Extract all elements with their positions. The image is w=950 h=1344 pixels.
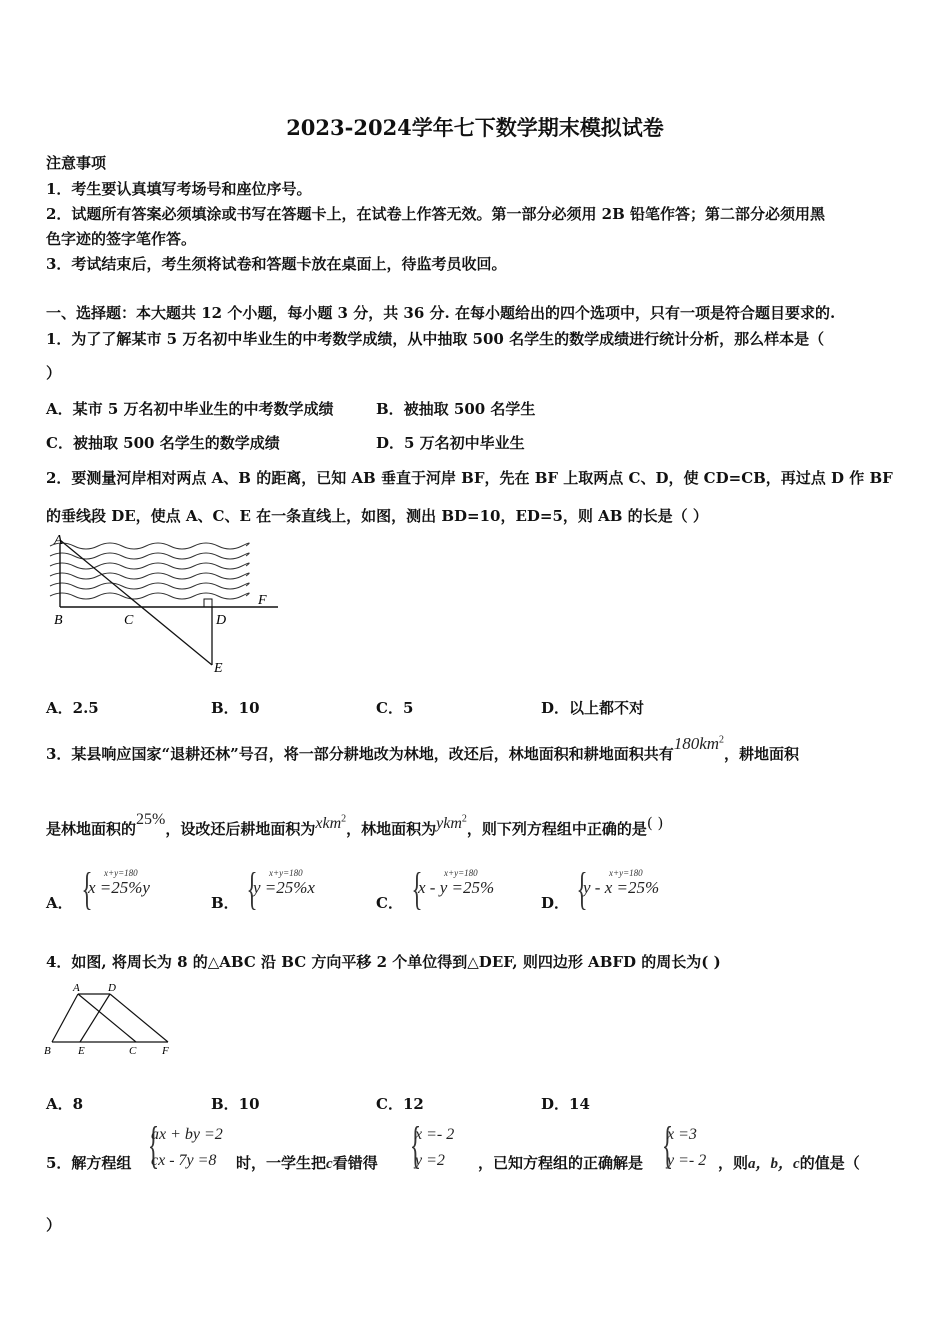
side-de	[80, 994, 110, 1042]
label-a: A	[54, 533, 63, 548]
label-d: D	[216, 613, 227, 628]
q4-translation-figure	[40, 978, 180, 1058]
label-e: E	[214, 661, 223, 676]
q3-text-5: ，林地面积为	[346, 820, 437, 838]
q4-option-a: A．8	[46, 1095, 84, 1113]
side-ab	[52, 994, 78, 1042]
q2-option-c: C．5	[376, 699, 414, 717]
q3-percent: 25%	[136, 811, 166, 828]
river-waves	[50, 543, 249, 599]
q5-text-4: ，则a，b，c的值是（	[718, 1154, 860, 1172]
q3-stem-cont	[46, 811, 664, 839]
q3-answer-paren: ( )	[646, 814, 664, 832]
side-df	[110, 994, 168, 1042]
q4-option-d: D．14	[541, 1095, 590, 1113]
q2-stem: 2．要测量河岸相对两点 A、B 的距离，已知 AB 垂直于河岸 BF，先在 BF 上取两点 C、D，使 CD=CB，再过点 D 作 BF	[46, 469, 893, 487]
section-heading: 一、选择题：本大题共 12 个小题，每小题 3 分，共 36 分. 在每小题给出的四个选项中，只有一项是符合题目要求的.	[46, 304, 836, 322]
notice-item-2-cont: 色字迹的签字笔作答。	[46, 230, 197, 248]
q3-text-2: ，耕地面积	[724, 745, 800, 763]
label-f: F	[162, 1045, 169, 1057]
q1-option-a: A．某市 5 万名初中毕业生的中考数学成绩	[46, 400, 334, 418]
notice-item-2: 2．试题所有答案必须填涂或书写在答题卡上，在试卷上作答无效。第一部分必须用 2B 铅笔作答；第二部分必须用黑	[46, 205, 826, 223]
q3-area: $180km^2$	[673, 734, 725, 753]
q5-text-3: ，已知方程组的正确解是	[478, 1154, 644, 1172]
q3-text-1: 3．某县响应国家“退耕还林”号召，将一部分耕地改为林地，改还后，林地面积和耕地面积共有	[46, 745, 674, 763]
q1-option-b: B．被抽取 500 名学生	[376, 400, 536, 418]
q2-option-b: B．10	[211, 699, 260, 717]
label-b: B	[54, 613, 63, 628]
q1-stem: 1．为了了解某市 5 万名初中毕业生的中考数学成绩，从中抽取 500 名学生的数学成绩进行统计分析，那么样本是（	[46, 330, 825, 348]
q3-text-4: ，设改还后耕地面积为	[165, 820, 316, 838]
label-b: B	[44, 1045, 51, 1057]
label-c: C	[129, 1045, 137, 1057]
q3-option-a-label: A．	[46, 894, 73, 912]
label-c: C	[124, 613, 134, 628]
label-d: D	[108, 982, 116, 994]
notice-item-1: 1．考生要认真填写考场号和座位序号。	[46, 180, 312, 198]
q3-text-6: ，则下列方程组中正确的是	[466, 820, 647, 838]
side-ac	[78, 994, 136, 1042]
label-a: A	[73, 982, 80, 994]
notice-heading: 注意事项	[46, 154, 107, 172]
q1-stem-cont: ）	[46, 364, 62, 382]
q4-option-c: C．12	[376, 1095, 424, 1113]
page-title: 2023-2024学年七下数学期末模拟试卷	[286, 115, 664, 140]
notice-item-3: 3．考试结束后，考生须将试卷和答题卡放在桌面上，待监考员收回。	[46, 255, 507, 273]
q3-y-area: ykm$^2$	[436, 813, 467, 832]
q3-text-3: 是林地面积的	[46, 820, 137, 838]
label-f: F	[258, 593, 267, 608]
q3-option-c-label: C．	[376, 894, 403, 912]
q4-stem: 4．如图, 将周长为 8 的△ABC 沿 BC 方向平移 2 个单位得到△DEF, 则四边形 ABFD 的周长为( )	[46, 953, 721, 971]
q4-option-b: B．10	[211, 1095, 260, 1113]
q2-river-figure	[44, 530, 284, 680]
label-e: E	[78, 1045, 85, 1057]
q5-text-1: 5．解方程组	[46, 1154, 132, 1172]
q2-option-d: D．以上都不对	[541, 699, 645, 717]
q2-stem-cont: 的垂线段 DE，使点 A、C、E 在一条直线上，如图，测出 BD=10，ED=5，则 AB 的长是（ ）	[46, 507, 708, 525]
q5-text-2: 时，一学生把c看错得	[236, 1154, 378, 1172]
q2-option-a: A．2.5	[46, 699, 99, 717]
q5-stem-cont: ）	[46, 1216, 62, 1234]
q3-stem	[46, 734, 800, 764]
q1-option-c: C．被抽取 500 名学生的数学成绩	[46, 434, 280, 452]
q3-option-b-label: B．	[211, 894, 239, 912]
q1-option-d: D．5 万名初中毕业生	[376, 434, 525, 452]
q3-option-d-label: D．	[541, 894, 570, 912]
q3-x-area: xkm$^2$	[315, 813, 347, 832]
right-angle-mark	[204, 599, 212, 607]
